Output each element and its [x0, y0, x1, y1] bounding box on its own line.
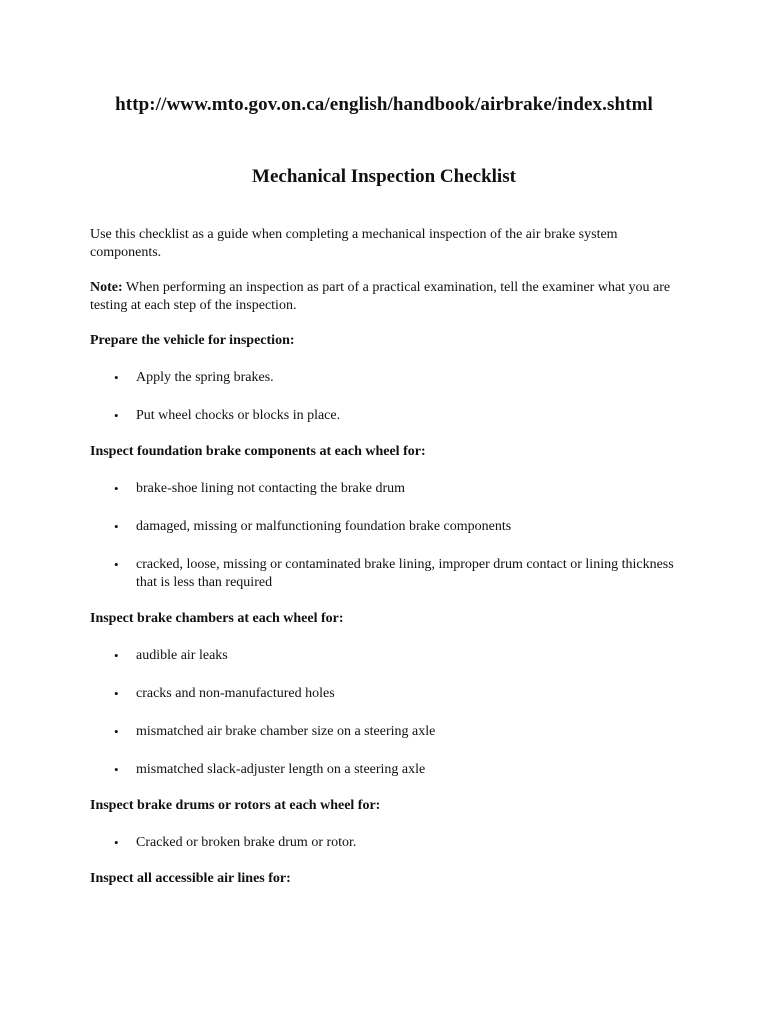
checklist-item [90, 834, 680, 852]
checklist-item-text: mismatched air brake chamber size on a steering axle [136, 724, 436, 739]
bullet-icon: • [114, 648, 119, 663]
checklist-item-text: damaged, missing or malfunctioning foundation brake components [136, 519, 512, 534]
checklist-list [90, 369, 680, 425]
checklist-item-text: Put wheel chocks or blocks in place. [136, 408, 341, 423]
checklist-sections [90, 332, 680, 888]
checklist-item [90, 556, 680, 592]
checklist-item [90, 685, 680, 703]
bullet-icon: • [114, 557, 119, 572]
note-text: When performing an inspection as part of a practical examination, tell the examiner what you are testing at each step of the inspection. [90, 280, 671, 313]
checklist-item-text: Apply the spring brakes. [136, 370, 274, 385]
bullet-icon: • [114, 762, 119, 777]
checklist-item-text: cracks and non-manufactured holes [136, 686, 335, 701]
checklist-item [90, 407, 680, 425]
intro-paragraph: Use this checklist as a guide when completing a mechanical inspection of the air brake system components. [90, 227, 618, 260]
checklist-item-text: audible air leaks [136, 648, 228, 663]
bullet-icon: • [114, 408, 119, 423]
section-heading: Inspect all accessible air lines for: [90, 871, 291, 886]
checklist-item [90, 647, 680, 665]
checklist-item [90, 761, 680, 779]
checklist-item [90, 723, 680, 741]
bullet-icon: • [114, 370, 119, 385]
checklist-list [90, 834, 680, 852]
document-body [90, 226, 680, 907]
checklist-list [90, 480, 680, 592]
section-heading: Inspect brake drums or rotors at each wheel for: [90, 798, 381, 813]
note-label: Note: [90, 280, 123, 295]
bullet-icon: • [114, 481, 119, 496]
bullet-icon: • [114, 519, 119, 534]
checklist-item-text: mismatched slack-adjuster length on a steering axle [136, 762, 426, 777]
source-url: http://www.mto.gov.on.ca/english/handbook/airbrake/index.shtml [115, 94, 653, 115]
checklist-item [90, 369, 680, 387]
bullet-icon: • [114, 686, 119, 701]
checklist-item-text: cracked, loose, missing or contaminated brake lining, improper drum contact or lining thickness that is less than required [136, 557, 674, 590]
note-paragraph [90, 279, 680, 315]
page-title: Mechanical Inspection Checklist [252, 166, 516, 187]
checklist-item [90, 480, 680, 498]
section-heading: Inspect brake chambers at each wheel for: [90, 611, 344, 626]
checklist-item [90, 518, 680, 536]
section-heading: Prepare the vehicle for inspection: [90, 333, 295, 348]
checklist-item-text: Cracked or broken brake drum or rotor. [136, 835, 357, 850]
bullet-icon: • [114, 724, 119, 739]
section-heading: Inspect foundation brake components at each wheel for: [90, 444, 426, 459]
checklist-item-text: brake-shoe lining not contacting the brake drum [136, 481, 406, 496]
checklist-list [90, 647, 680, 779]
bullet-icon: • [114, 835, 119, 850]
